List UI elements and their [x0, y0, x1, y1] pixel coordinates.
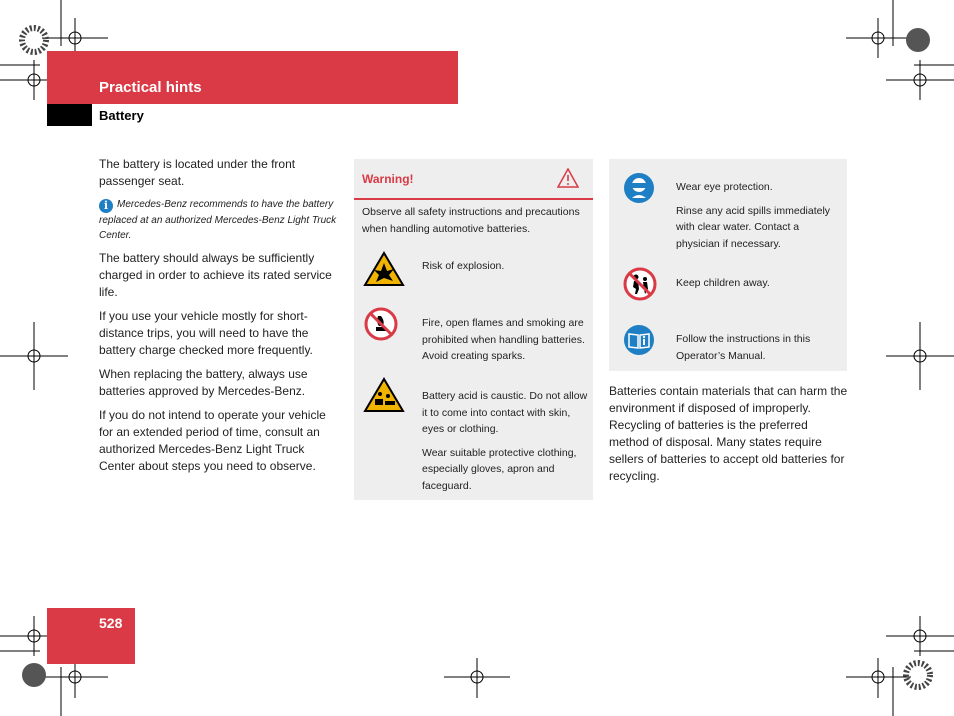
storage-text: If you do not intend to operate your vehicle for an extended period of time, consult an authorized Mercedes-Benz Light Truck Center about steps you need to observe. [99, 408, 326, 473]
fire-text: Fire, open flames and smoking are prohibited when handling batteries. Avoid creating sparks. [422, 317, 585, 362]
eye-protection-text: Wear eye protection. [676, 181, 773, 193]
explosion-hazard-icon [363, 251, 405, 287]
manual-text: Follow the instructions in this Operator’s Manual. [676, 333, 811, 362]
info-note [99, 197, 339, 243]
warning-triangle-icon [557, 168, 579, 188]
battery-charge-text: The battery should always be sufficiently charged in order to achieve its rated service life. [99, 251, 332, 299]
replacement-text: When replacing the battery, always use batteries approved by Mercedes-Benz. [99, 367, 308, 398]
keep-children-away-icon [623, 267, 657, 301]
read-manual-icon [623, 324, 655, 356]
explosion-text: Risk of explosion. [422, 260, 505, 272]
children-text: Keep children away. [676, 277, 770, 289]
info-icon: i [99, 199, 113, 213]
acid-text-block [422, 388, 590, 501]
eye-protection-icon [623, 172, 655, 204]
disposal-text: Batteries contain materials that can harm the environment if disposed of improperly. Recycling of batteries is the preferred method of disposal. Many states require sellers of batteries to accept old batteries for recycling. [609, 384, 848, 483]
rinse-text: Rinse any acid spills immediately with clear water. Contact a physician if necessary. [676, 204, 831, 250]
acid-text: Battery acid is caustic. Do not allow it to come into contact with skin, eyes or clothing. [422, 390, 588, 435]
chapter-band [47, 51, 458, 104]
warning-header [354, 159, 593, 200]
corrosive-hazard-icon [363, 377, 405, 413]
warning-intro: Observe all safety instructions and precautions when handling automotive batteries. [362, 206, 580, 235]
no-fire-icon [363, 306, 399, 342]
info-note-text: Mercedes-Benz recommends to have the battery replaced at an authorized Mercedes-Benz Light Truck Center. [99, 199, 337, 241]
battery-location-text: The battery is located under the front passenger seat. [99, 157, 296, 188]
warning-panel [354, 159, 593, 500]
section-title: Battery [99, 108, 144, 123]
eye-protection-text-block [676, 179, 844, 259]
section-tab [47, 104, 92, 126]
safety-instructions-panel [609, 159, 847, 371]
left-column [99, 156, 339, 482]
page-number: 528 [99, 615, 123, 631]
short-trips-text: If you use your vehicle mostly for short-distance trips, you will need to have the battery charge checked more frequently. [99, 309, 313, 357]
chapter-title: Practical hints [99, 79, 202, 96]
protective-clothing-text: Wear suitable protective clothing, especially gloves, apron and faceguard. [422, 446, 577, 492]
warning-label: Warning! [362, 172, 414, 186]
